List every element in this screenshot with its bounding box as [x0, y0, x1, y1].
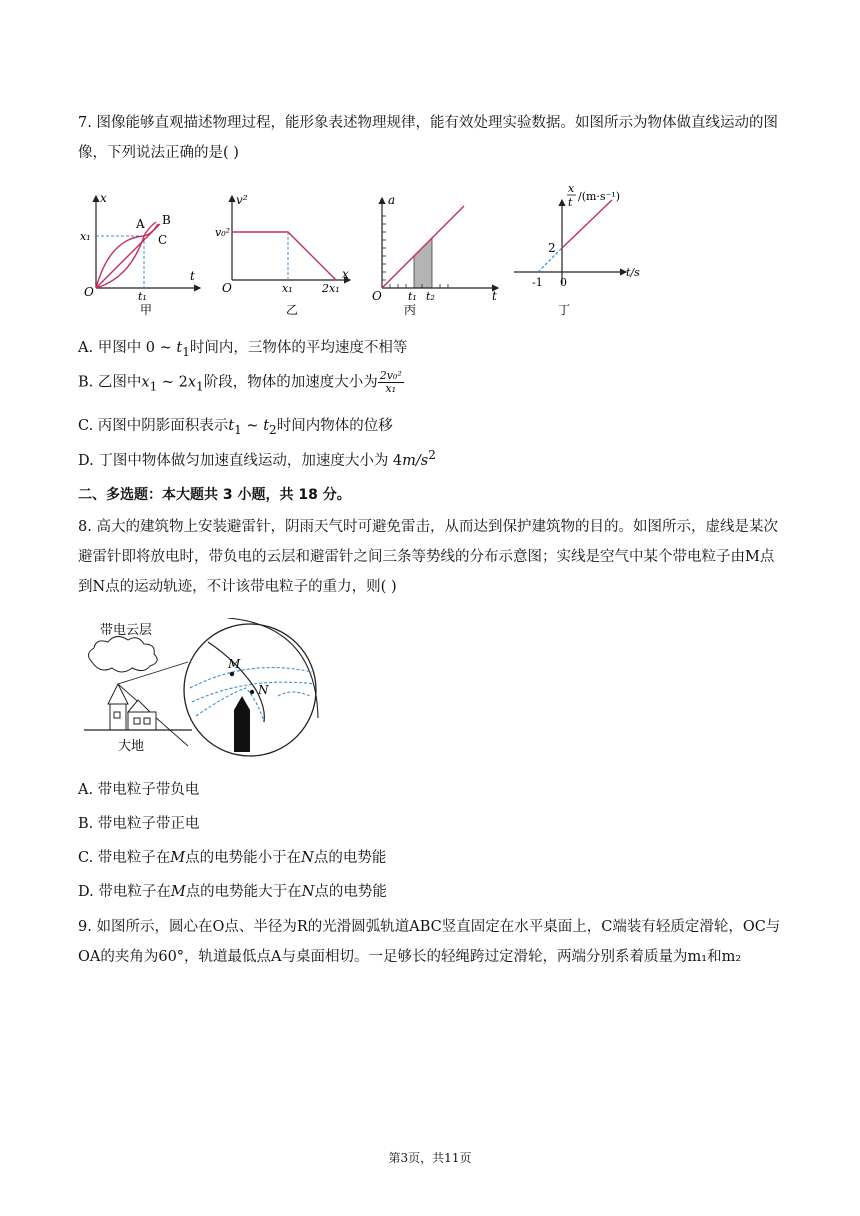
- ding-x-tick-0: 0: [560, 276, 567, 289]
- yi-caption: 乙: [286, 303, 299, 317]
- q7-option-d: D. 丁图中物体做匀加速直线运动，加速度大小为 $4m/s^2$: [78, 448, 436, 469]
- ding-y-tick: 2: [548, 241, 556, 255]
- jia-label-b: B: [162, 213, 171, 227]
- q8-ground-label: 大地: [118, 739, 145, 754]
- q8-point-m: M: [228, 657, 241, 671]
- ding-y-label-den: t: [568, 196, 573, 209]
- jia-label-a: A: [136, 217, 145, 231]
- q8-option-a: A. 带电粒子带负电: [78, 782, 200, 798]
- q8-point-n: N: [258, 683, 269, 697]
- q7-option-b-fraction: $\frac{\text{2v₀²}}{\text{x₁}}$: [379, 369, 402, 395]
- jia-line-b: [96, 224, 160, 288]
- q8-option-b: B. 带电粒子带正电: [78, 816, 200, 832]
- q8-cloud-label: 带电云层: [100, 623, 153, 638]
- q8-option-c: C. 带电粒子在M点的电势能小于在N点的电势能: [78, 850, 387, 866]
- ding-x-tick-neg1: -1: [532, 276, 543, 289]
- q7-option-b: B. 乙图中$x_1$ ~ $2x_1$阶段，物体的加速度大小为 $\frac{\text{2v₀²}}{\text{x₁}}$: [78, 369, 402, 395]
- figure-bing: [370, 188, 504, 318]
- yi-graph-line: [232, 232, 336, 280]
- bing-y-label: a: [388, 193, 396, 207]
- yi-origin: O: [222, 281, 232, 295]
- yi-x-label: x: [342, 267, 349, 281]
- q8-option-d: D. 带电粒子在M点的电势能大于在N点的电势能: [78, 884, 387, 900]
- bing-caption: 丙: [404, 303, 417, 317]
- yi-x-tick-1: x₁: [282, 282, 293, 295]
- figure-ding: [508, 180, 658, 318]
- ding-y-label-unit: /(m·s⁻¹): [578, 190, 621, 203]
- bing-x-tick-1: t₁: [408, 290, 417, 303]
- bing-shaded-area: [414, 238, 432, 288]
- jia-x-tick: t₁: [138, 290, 147, 303]
- yi-x-tick-2: 2x₁: [322, 282, 340, 295]
- jia-origin: O: [84, 285, 94, 299]
- section-2-header: 二、多选题：本大题共 3 小题，共 18 分。: [78, 487, 351, 503]
- figure-q8: [78, 618, 328, 758]
- house: [108, 684, 156, 730]
- yi-y-label: v²: [236, 193, 248, 207]
- page-footer: 第3页，共11页: [388, 1151, 472, 1165]
- q8-stem: 8. 高大的建筑物上安装避雷针，阴雨天气时可避免雷击，从而达到保护建筑物的目的。如图所示，虚线是某次避雷针即将放电时，带负电的云层和避雷针之间三条等势线的分布示意图；实线是空气中某个带电粒子由M点到N点的运动轨迹，不计该带电粒子的重力，则( ): [78, 519, 778, 595]
- ding-x-label: t/s: [626, 266, 640, 279]
- q7-option-a: A. 甲图中 0 ~ $t_1$时间内，三物体的平均速度不相等: [78, 340, 408, 359]
- jia-y-tick: x₁: [80, 230, 91, 243]
- cloud-shape: [88, 636, 157, 672]
- q7-stem: 7. 图像能够直观描述物理过程，能形象表述物理规律，能有效处理实验数据。如图所示为物体做直线运动的图像，下列说法正确的是( ): [78, 115, 778, 161]
- figure-jia: [78, 188, 208, 318]
- ding-y-label-num: x: [568, 182, 575, 195]
- jia-y-label: x: [100, 191, 107, 205]
- q7-option-c: C. 丙图中阴影面积表示$t_1$ ~ $t_2$时间内物体的位移: [78, 418, 393, 437]
- jia-label-c: C: [158, 233, 168, 247]
- bing-origin: O: [372, 289, 382, 303]
- jia-caption: 甲: [140, 303, 153, 317]
- figure-yi: [214, 188, 364, 318]
- q9-stem: 9. 如图所示，圆心在O点、半径为R的光滑圆弧轨道ABC竖直固定在水平桌面上，C端装有轻质定滑轮，OC与OA的夹角为60°，轨道最低点A与桌面相切。一足够长的轻绳跨过定滑轮，两端分别系着质量为m₁和m₂: [78, 919, 781, 965]
- ding-caption: 丁: [558, 303, 571, 317]
- yi-y-tick: v₀²: [215, 226, 231, 239]
- bing-x-label: t: [492, 289, 497, 303]
- jia-x-label: t: [190, 269, 195, 283]
- bing-x-tick-2: t₂: [426, 290, 435, 303]
